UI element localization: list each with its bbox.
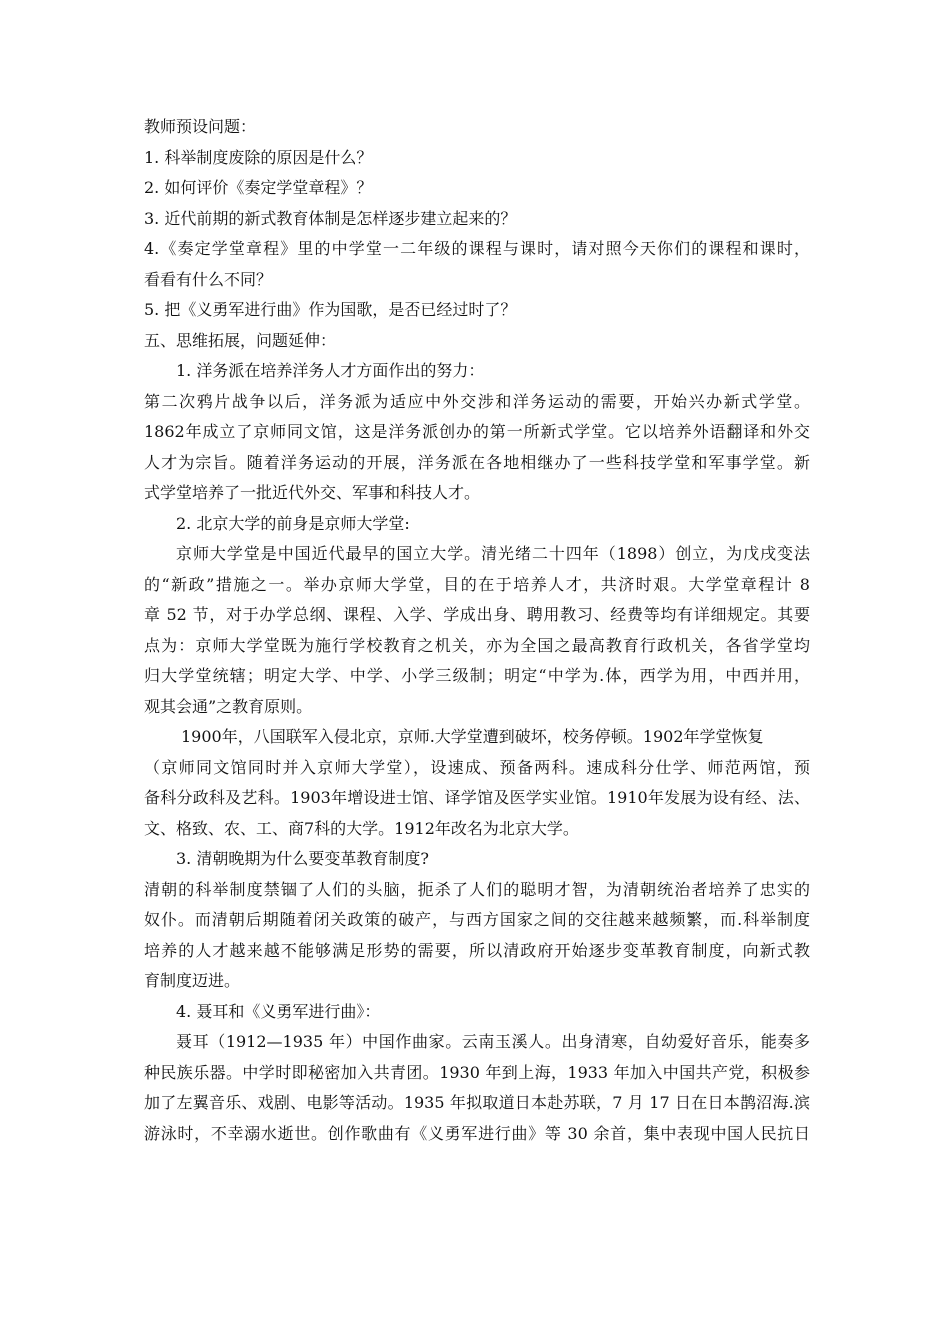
paragraph-line: 式学堂培养了一批近代外交、军事和科技人才。 bbox=[144, 483, 481, 502]
subheading-2: 2. 北京大学的前身是京师大学堂: bbox=[176, 513, 410, 533]
paragraph-line: 聂耳（1912—1935 年）中国作曲家。云南玉溪人。出身清寒，自幼爱好音乐，能奏多 bbox=[176, 1032, 810, 1051]
paragraph-line: 游泳时，不幸溺水逝世。创作歌曲有《义勇军进行曲》等 30 余首，集中表现中国人民抗日 bbox=[144, 1123, 810, 1143]
paragraph-line: 的“新政”措施之一。举办京师大学堂，目的在于培养人才，共济时艰。大学堂章程计 8 bbox=[144, 574, 810, 594]
question-3: 3. 近代前期的新式教育体制是怎样逐步建立起来的？ bbox=[144, 208, 517, 228]
paragraph-line: 清朝的科举制度禁锢了人们的头脑，扼杀了人们的聪明才智，为清朝统治者培养了忠实的 bbox=[144, 879, 810, 899]
paragraph-line: 1862年成立了京师同文馆，这是洋务派创办的第一所新式学堂。它以培养外语翻译和外交 bbox=[144, 422, 810, 441]
paragraph-line: （京师同文馆同时并入京师大学堂），设速成、预备两科。速成科分仕学、师范两馆，预 bbox=[144, 757, 810, 777]
paragraph-line: 第二次鸦片战争以后，洋务派为适应中外交涉和洋务运动的需要，开始兴办新式学堂。 bbox=[144, 391, 810, 411]
question-4-line-2: 看看有什么不同？ bbox=[144, 269, 273, 289]
paragraph-line: 培养的人才越来越不能够满足形势的需要，所以清政府开始逐步变革教育制度，向新式教 bbox=[144, 940, 810, 960]
subheading-3: 3. 清朝晚期为什么要变革教育制度? bbox=[176, 849, 429, 868]
paragraph-line: 点为：京师大学堂既为施行学校教育之机关，亦为全国之最高教育行政机关，各省学堂均 bbox=[144, 635, 810, 655]
question-2: 2. 如何评价《奏定学堂章程》？ bbox=[144, 178, 373, 197]
paragraph-line: 京师大学堂是中国近代最早的国立大学。清光绪二十四年（1898）创立，为戊戌变法 bbox=[176, 544, 810, 563]
paragraph-line: 1900年，八国联军入侵北京，京师.大学堂遭到破坏，校务停顿。1902年学堂恢复 bbox=[181, 727, 764, 746]
question-5: 5. 把《义勇军进行曲》作为国歌，是否已经过时了？ bbox=[144, 300, 517, 319]
paragraph-line: 奴仆。而清朝后期随着闭关政策的破产，与西方国家之间的交往越来越频繁，而.科举制度 bbox=[144, 910, 810, 929]
paragraph-line: 育制度迈进。 bbox=[144, 971, 241, 990]
document-body bbox=[144, 112, 810, 1149]
question-4-line-1: 4.《奏定学堂章程》里的中学堂一二年级的课程与课时，请对照今天你们的课程和课时， bbox=[144, 239, 810, 258]
paragraph-line: 种民族乐器。中学时即秘密加入共青团。1930 年到上海，1933 年加入中国共产党，积极参 bbox=[144, 1062, 810, 1082]
section-heading-teacher-questions: 教师预设问题： bbox=[144, 117, 257, 136]
paragraph-line: 章 52 节，对于办学总纲、课程、入学、学成出身、聘用教习、经费等均有详细规定。其要 bbox=[144, 605, 810, 624]
paragraph-line: 备科分政科及艺科。1903年增设进士馆、译学馆及医学实业馆。1910年发展为设有经、法、 bbox=[144, 788, 810, 807]
paragraph-line: 加了左翼音乐、戏剧、电影等活动。1935 年拟取道日本赴苏联，7 月 17 日在日本鹊沼海.滨 bbox=[144, 1093, 810, 1112]
paragraph-line: 观其会通”之教育原则。 bbox=[144, 696, 313, 716]
section-heading-extension: 五、思维拓展，问题延伸： bbox=[144, 330, 337, 350]
paragraph-line: 人才为宗旨。随着洋务运动的开展，洋务派在各地相继办了一些科技学堂和军事学堂。新 bbox=[144, 452, 810, 472]
paragraph-line: 文、格致、农、工、商7科的大学。1912年改名为北京大学。 bbox=[144, 818, 579, 838]
subheading-4: 4. 聂耳和《义勇军进行曲》： bbox=[176, 1001, 381, 1021]
subheading-1: 1. 洋务派在培养洋务人才方面作出的努力： bbox=[176, 361, 485, 380]
paragraph-line: 归大学堂统辖；明定大学、中学、小学三级制；明定“中学为.体，西学为用，中西并用， bbox=[144, 666, 810, 685]
question-1: 1. 科举制度废除的原因是什么？ bbox=[144, 147, 373, 167]
